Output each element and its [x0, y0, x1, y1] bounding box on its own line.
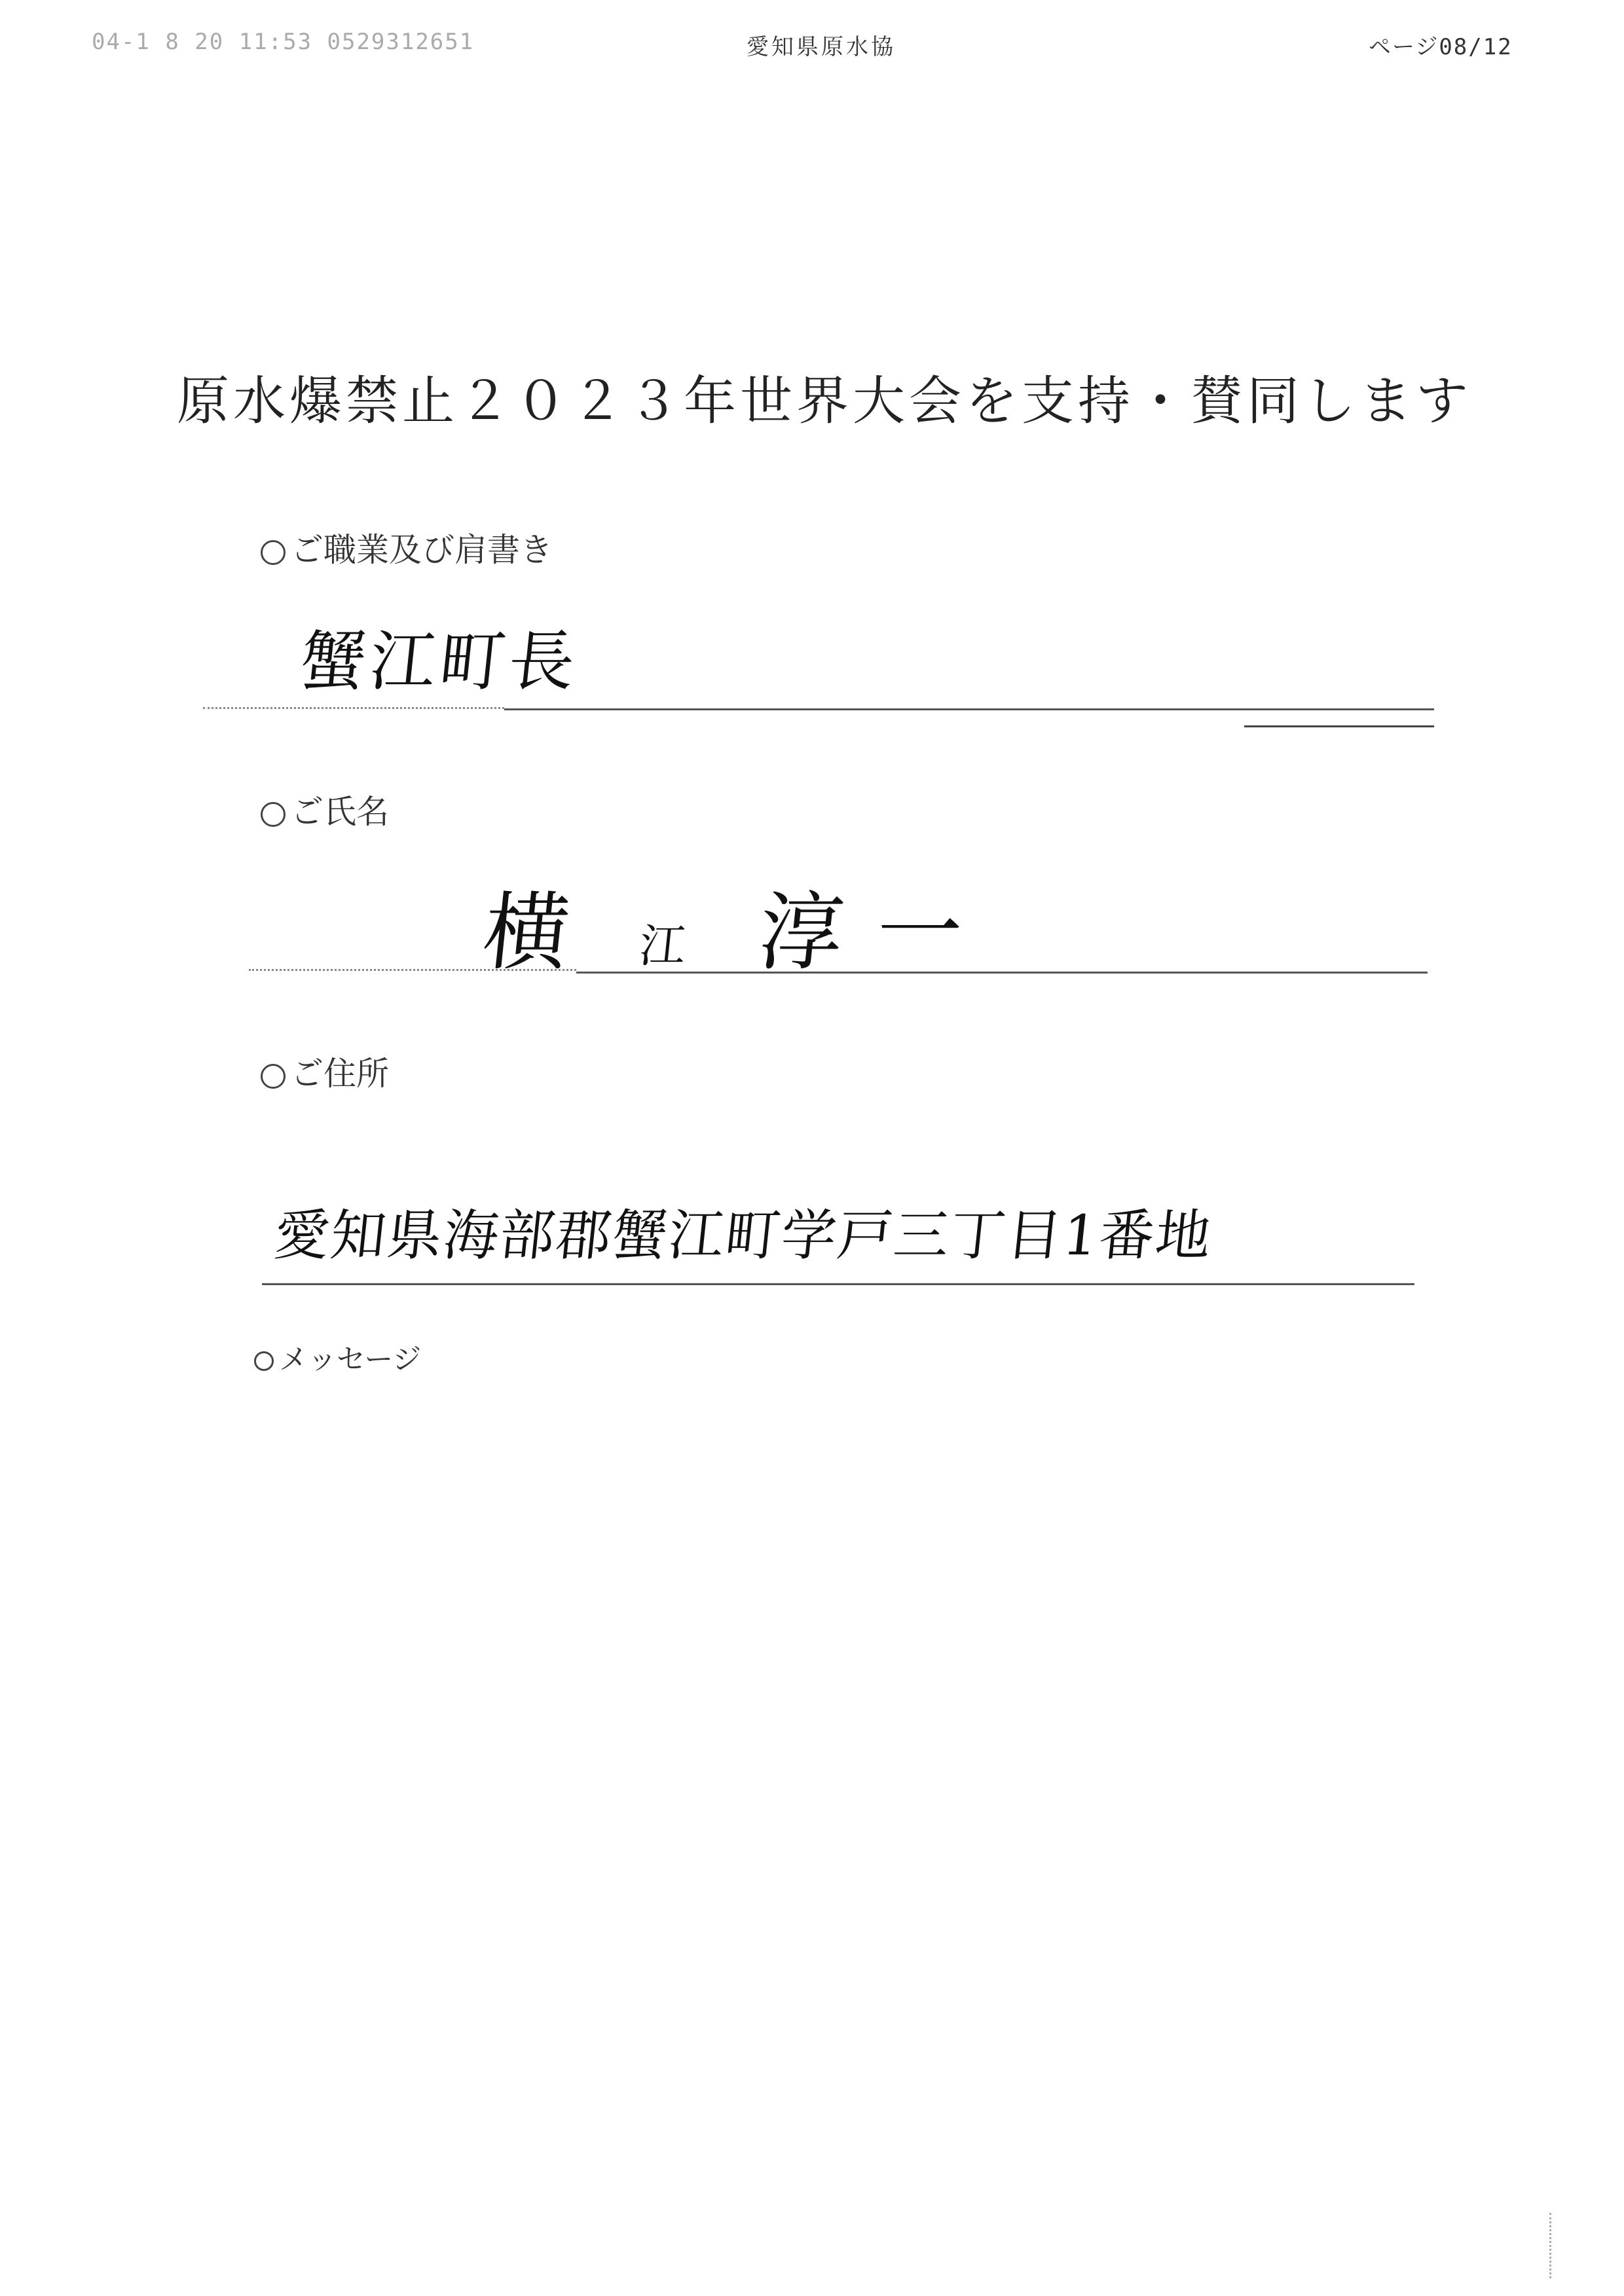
- name-char: 江: [637, 919, 689, 973]
- circle-bullet-icon: [261, 802, 286, 827]
- name-char: 一: [871, 883, 967, 982]
- message-label: メッセージ: [279, 1343, 422, 1376]
- name-underline-left: [249, 969, 576, 971]
- fax-page-number: ページ08/12: [1369, 34, 1513, 60]
- document-title: 原水爆禁止２０２３年世界大会を支持・賛同します: [177, 371, 1472, 431]
- scan-edge-mark: [1549, 2213, 1551, 2278]
- circle-bullet-icon: [261, 1064, 286, 1089]
- fax-transmission-info: 04-1 8 20 11:53 0529312651: [92, 29, 475, 55]
- name-label: ご氏名: [291, 793, 389, 831]
- occupation-underline-left: [203, 707, 504, 709]
- address-value: 愛知県海部郡蟹江町学戸三丁目1番地: [271, 1203, 1215, 1267]
- circle-bullet-icon: [254, 1351, 274, 1371]
- name-underline: [576, 972, 1428, 974]
- occupation-label-row: [261, 524, 553, 571]
- fax-header: [0, 25, 1624, 64]
- address-label: ご住所: [291, 1055, 389, 1093]
- scan-mark: [1244, 719, 1434, 727]
- circle-bullet-icon: [261, 540, 286, 565]
- name-value: [478, 864, 969, 987]
- name-char: 淳: [753, 883, 849, 982]
- occupation-label: ご職業及び肩書き: [291, 531, 553, 569]
- fax-sender-name: 愛知県原水協: [747, 34, 896, 60]
- name-label-row: [261, 786, 389, 833]
- occupation-value: 蟹江町長: [296, 623, 583, 700]
- occupation-underline: [504, 708, 1434, 710]
- name-char: 横: [478, 883, 574, 982]
- message-label-row: [254, 1336, 421, 1377]
- address-underline: [262, 1283, 1414, 1285]
- address-label-row: [261, 1048, 389, 1095]
